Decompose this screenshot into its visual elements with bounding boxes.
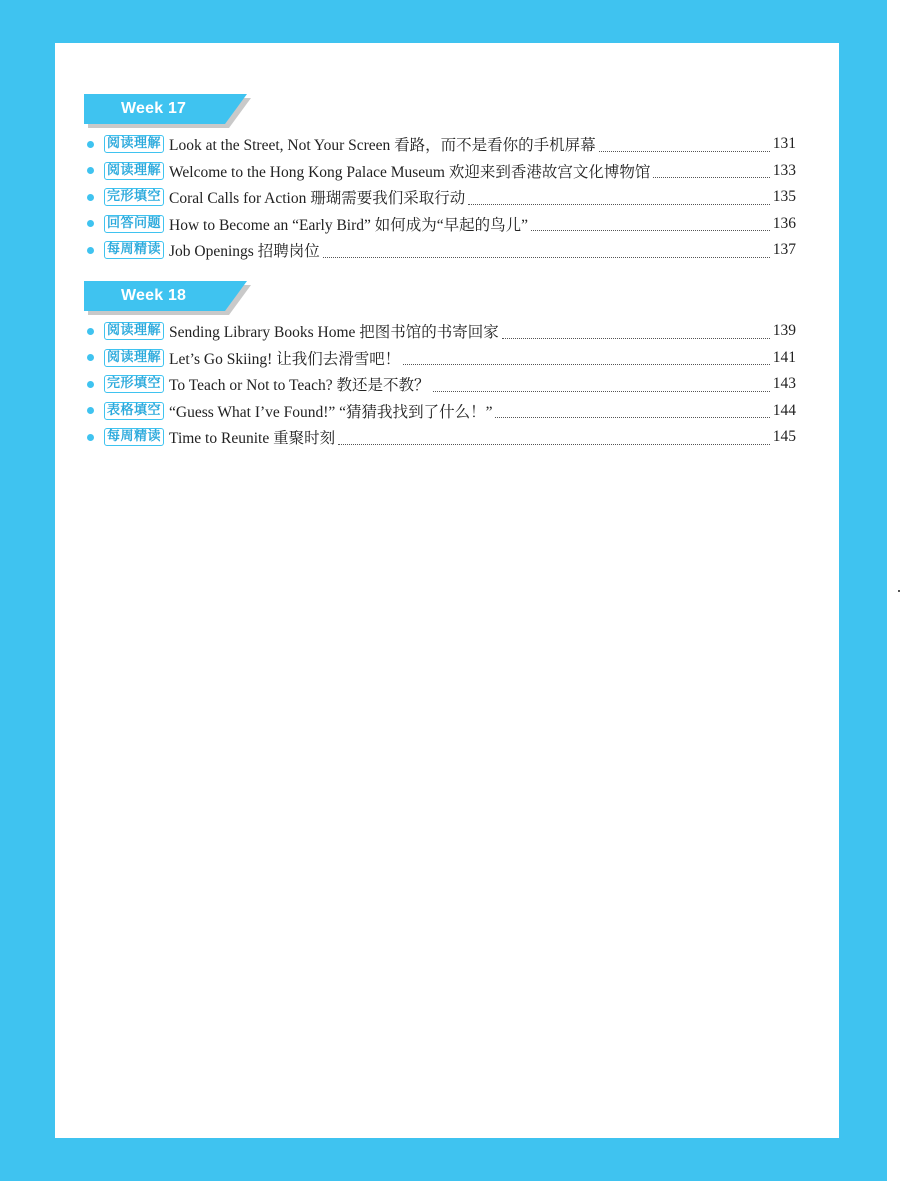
toc-page: [55, 43, 839, 1138]
bullet-icon: [87, 354, 94, 361]
entry-title: Job Openings 招聘岗位: [169, 243, 320, 261]
bullet-icon: [87, 328, 94, 335]
toc-entry[interactable]: [84, 371, 796, 398]
category-tag: 阅读理解: [104, 349, 164, 367]
bullet-icon: [87, 141, 94, 148]
entry-title: Coral Calls for Action 珊瑚需要我们采取行动: [169, 190, 466, 208]
dot-leader: [468, 194, 770, 205]
category-tag: 完形填空: [104, 375, 164, 393]
dot-leader: [323, 247, 770, 258]
category-tag: 完形填空: [104, 188, 164, 206]
dot-leader: [653, 167, 769, 178]
category-tag: 表格填空: [104, 402, 164, 420]
page-number: 143: [772, 375, 796, 393]
week-section: [84, 94, 796, 264]
bullet-icon: [87, 434, 94, 441]
entry-title: Let’s Go Skiing! 让我们去滑雪吧！: [169, 350, 401, 368]
bullet-icon: [87, 194, 94, 201]
page-number: 144: [772, 401, 796, 419]
dot-leader: [433, 381, 770, 392]
dot-leader: [495, 407, 769, 418]
page-number: 139: [772, 322, 796, 340]
entry-title: How to Become an “Early Bird” 如何成为“早起的鸟儿”: [169, 216, 529, 234]
bullet-icon: [87, 167, 94, 174]
page-number: 131: [772, 135, 796, 153]
toc-entry[interactable]: [84, 184, 796, 211]
page-number: 136: [772, 214, 796, 232]
bullet-icon: [87, 407, 94, 414]
category-tag: 每周精读: [104, 428, 164, 446]
toc-entry[interactable]: [84, 158, 796, 185]
entry-title: Time to Reunite 重聚时刻: [169, 430, 336, 448]
entry-title: Welcome to the Hong Kong Palace Museum 欢迎来到香港故宫文化博物馆: [169, 163, 651, 181]
entry-list: [84, 318, 796, 451]
bullet-icon: [87, 247, 94, 254]
category-tag: 阅读理解: [104, 322, 164, 340]
dot-leader: [403, 354, 770, 365]
dot-leader: [531, 220, 770, 231]
page-number: 135: [772, 188, 796, 206]
page-number: 133: [772, 161, 796, 179]
category-tag: 阅读理解: [104, 162, 164, 180]
page-number: 141: [772, 348, 796, 366]
toc-entry[interactable]: [84, 237, 796, 264]
category-tag: 每周精读: [104, 241, 164, 259]
entry-title: Sending Library Books Home 把图书馆的书寄回家: [169, 324, 499, 342]
week-banner: [84, 94, 252, 128]
week-banner: [84, 281, 252, 315]
week-section: [84, 281, 796, 451]
page-number: 137: [772, 241, 796, 259]
toc-entry[interactable]: [84, 424, 796, 451]
category-tag: 阅读理解: [104, 135, 164, 153]
bullet-icon: [87, 381, 94, 388]
bullet-icon: [87, 220, 94, 227]
toc-entry[interactable]: [84, 318, 796, 345]
toc-entry[interactable]: [84, 398, 796, 425]
entry-title: Look at the Street, Not Your Screen 看路，而不是看你的手机屏幕: [169, 137, 596, 155]
week-title: Week 18: [121, 287, 187, 304]
page-number: 145: [772, 428, 796, 446]
entry-title: To Teach or Not to Teach? 教还是不教？: [169, 377, 430, 395]
dot-leader: [599, 141, 770, 152]
toc-entry[interactable]: [84, 345, 796, 372]
dot-leader: [502, 328, 770, 339]
week-title: Week 17: [121, 100, 187, 117]
category-tag: 回答问题: [104, 215, 164, 233]
toc-entry[interactable]: [84, 131, 796, 158]
dot-leader: [338, 434, 770, 445]
entry-title: “Guess What I’ve Found!” “猜猜我找到了什么！”: [169, 403, 493, 421]
toc-entry[interactable]: [84, 211, 796, 238]
entry-list: [84, 131, 796, 264]
